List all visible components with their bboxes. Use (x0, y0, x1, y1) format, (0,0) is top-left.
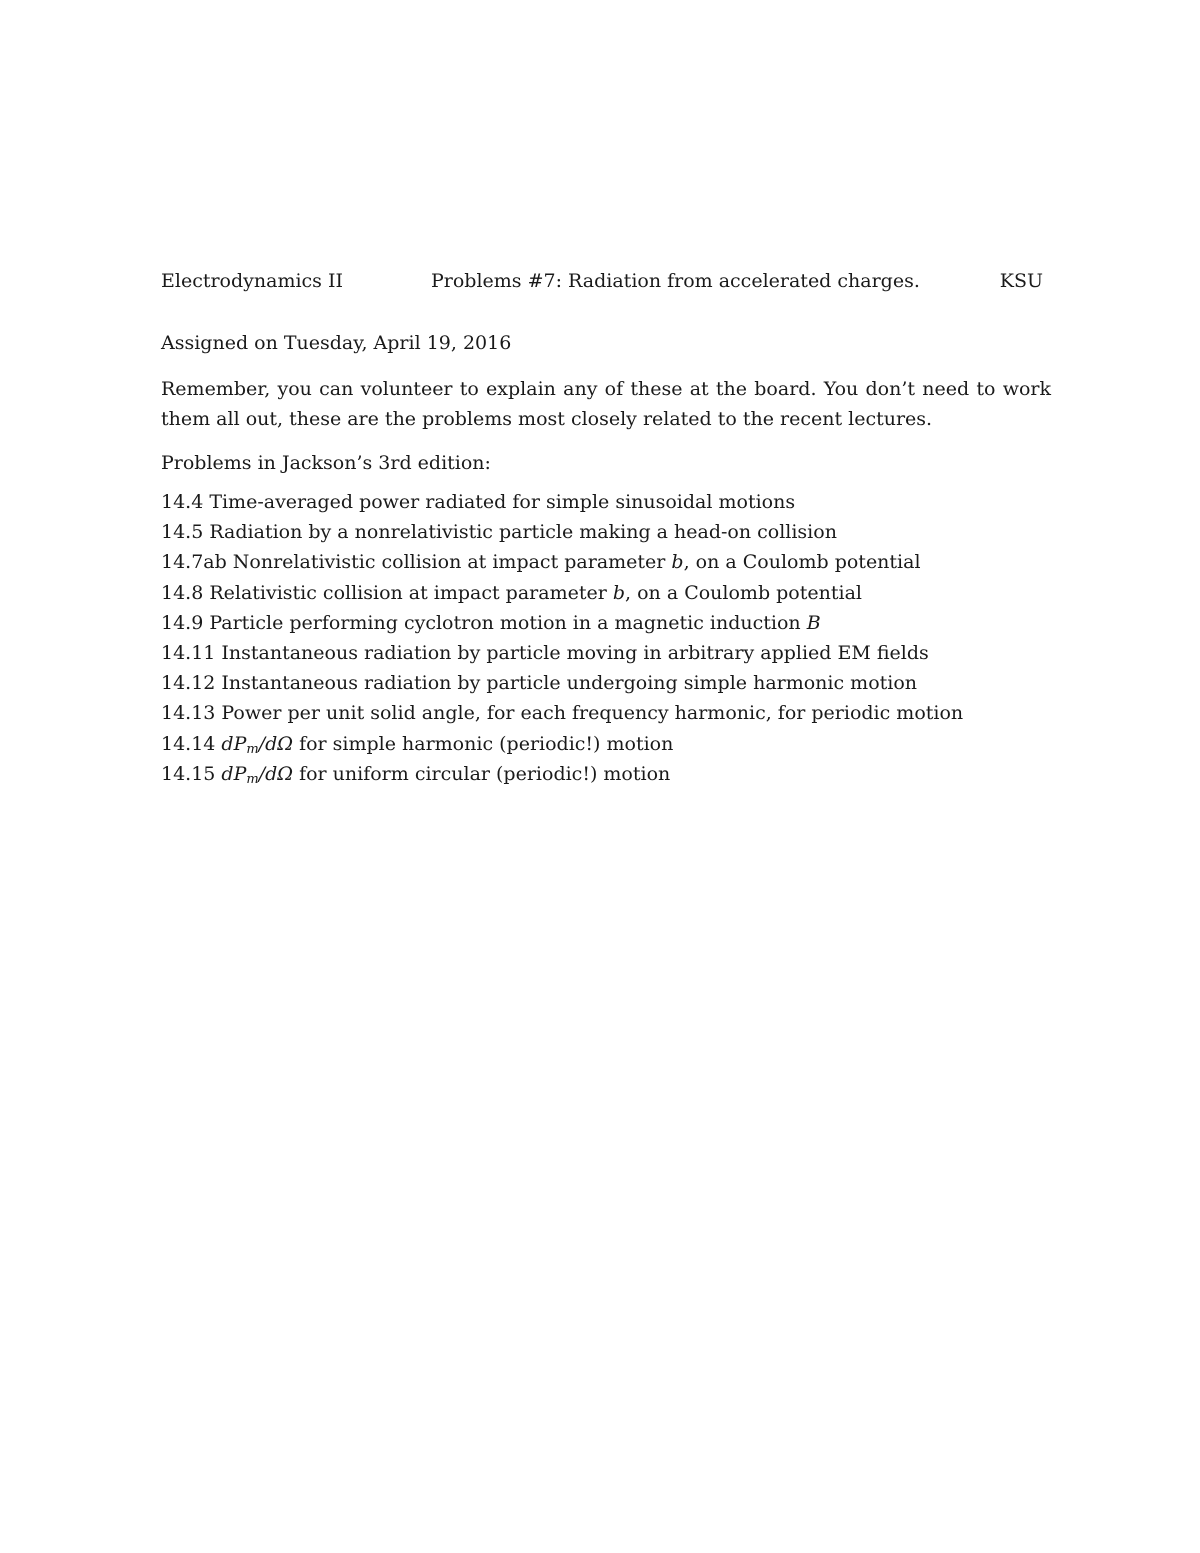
problem-item (161, 638, 963, 668)
math-tail: /dΩ (258, 762, 294, 785)
problem-number: 14.13 (161, 702, 216, 725)
assigned-date: Assigned on Tuesday, April 19, 2016 (161, 332, 512, 354)
problem-item (161, 608, 963, 638)
problem-item (161, 729, 963, 759)
problem-text: for simple harmonic (periodic!) motion (299, 732, 674, 755)
problem-item (161, 547, 963, 577)
problem-text-tail: , on a Coulomb potential (683, 551, 921, 574)
math-tail: /dΩ (258, 732, 294, 755)
math-symbol: b (612, 581, 626, 604)
math-subscript: m (246, 741, 259, 757)
problem-number: 14.7ab (161, 551, 227, 574)
problem-text: Nonrelativistic collision at impact parameter (232, 551, 666, 574)
math-symbol: b (671, 551, 684, 574)
assignment-title: Problems #7: Radiation from accelerated charges. (431, 270, 920, 292)
problem-text: for uniform circular (periodic!) motion (299, 762, 671, 785)
problem-number: 14.5 (161, 521, 204, 544)
problem-text: Power per unit solid angle, for each frequency harmonic, for periodic motion (221, 702, 964, 725)
problem-number: 14.4 (161, 491, 204, 513)
problem-text: Relativistic collision at impact parameter (209, 581, 607, 604)
problem-item (161, 487, 963, 517)
course-name: Electrodynamics II (161, 270, 343, 292)
math-lead: dP (221, 762, 247, 785)
problem-number: 14.12 (161, 672, 216, 695)
problem-text: Particle performing cyclotron motion in a magnetic induction (209, 611, 801, 634)
page-header (161, 268, 1043, 294)
problem-text-tail: , on a Coulomb potential (625, 581, 862, 604)
problem-number: 14.9 (161, 611, 204, 634)
problem-item (161, 759, 963, 789)
math-symbol: B (806, 611, 821, 634)
problem-number: 14.15 (161, 762, 216, 785)
instructions-paragraph: Remember, you can volunteer to explain any of these at the board. You don’t need to work them all out, these are the problems most closely related to the recent lectures. (161, 378, 1051, 430)
problem-list (161, 487, 963, 789)
math-expression (221, 763, 293, 785)
math-subscript: m (246, 771, 259, 787)
problem-number: 14.14 (161, 732, 216, 755)
math-expression (221, 733, 293, 755)
problem-text: Time-averaged power radiated for simple sinusoidal motions (209, 491, 796, 513)
problem-item (161, 517, 963, 547)
problems-heading: Problems in Jackson’s 3rd edition: (161, 452, 491, 474)
problem-item (161, 698, 963, 728)
problem-number: 14.8 (161, 581, 204, 604)
problem-text: Instantaneous radiation by particle moving in arbitrary applied EM fields (221, 641, 929, 664)
problem-item (161, 668, 963, 698)
problem-text: Instantaneous radiation by particle undergoing simple harmonic motion (221, 672, 918, 695)
institution: KSU (999, 270, 1043, 292)
math-lead: dP (221, 732, 247, 755)
problem-item (161, 578, 963, 608)
problem-text: Radiation by a nonrelativistic particle making a head-on collision (209, 521, 837, 544)
problem-number: 14.11 (161, 641, 216, 664)
